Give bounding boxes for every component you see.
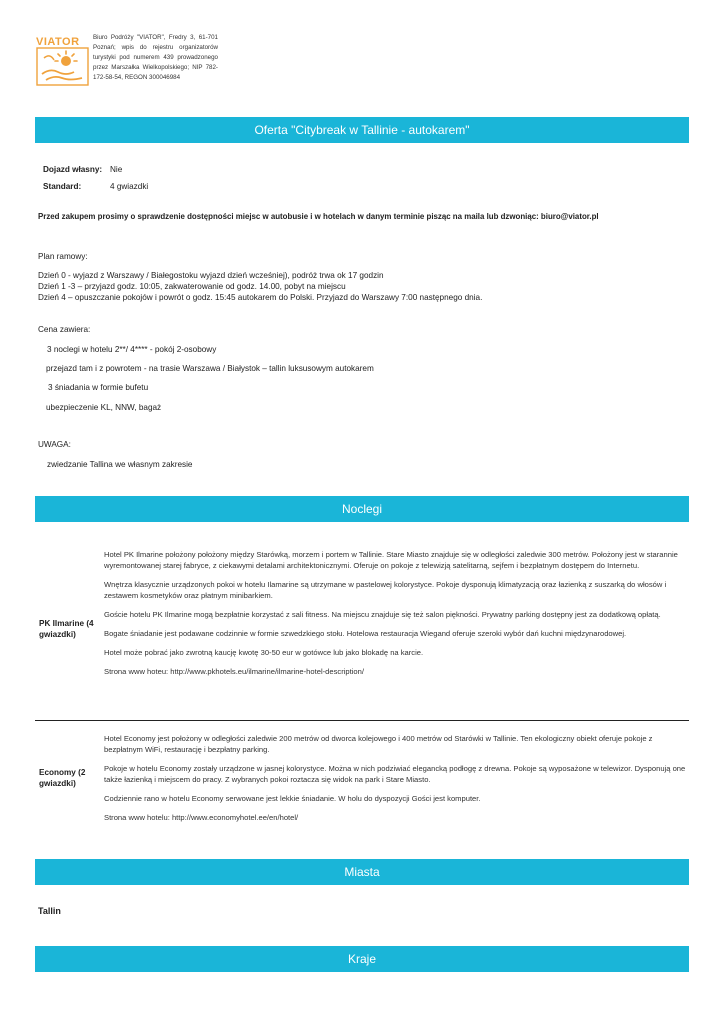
hotel-website[interactable]: Strona www hotelu: http://www.economyhotel.ee/en/hotel/ — [104, 813, 299, 822]
city-item: Tallin — [38, 906, 61, 916]
detail-label-transport: Dojazd własny: — [43, 165, 103, 174]
hotel-name: Economy (2 gwiazdki) — [39, 768, 86, 788]
detail-value-transport: Nie — [110, 165, 123, 174]
offer-title-band: Oferta "Citybreak w Tallinie - autokarem" — [35, 117, 689, 143]
plan-heading: Plan ramowy: — [38, 252, 88, 261]
price-item: 3 śniadania w formie bufetu — [48, 383, 149, 392]
hotel-paragraph: Codziennie rano w hotelu Economy serwowane jest lekkie śniadanie. W holu do dyspozycji Gości jest komputer. — [104, 794, 481, 803]
plan-line: Dzień 1 -3 – przyjazd godz. 10:05, zakwaterowanie od godz. 14.00, pobyt na miejscu — [38, 282, 346, 291]
hotel-website[interactable]: Strona www hoteu: http://www.pkhotels.eu/ilmarine/ilmarine-hotel-description/ — [104, 667, 364, 676]
warning-item: zwiedzanie Tallina we własnym zakresie — [47, 460, 193, 469]
price-heading: Cena zawiera: — [38, 325, 91, 334]
hotel-name: PK Ilmarine (4 gwiazdki) — [39, 619, 94, 639]
company-info: Biuro Podróży "VIATOR", Fredry 3, 61-701 Poznań; wpis do rejestru organizatorów turystyki pod numerem 439 prowadzonego przez Marszałka Wielkopolskiego; NIP 782-172-58-54, REGON 300046984 — [93, 34, 218, 82]
warning-heading: UWAGA: — [38, 440, 71, 449]
countries-band: Kraje — [35, 946, 689, 972]
viator-logo — [36, 34, 90, 86]
hotel-description — [104, 549, 688, 685]
availability-notice: Przed zakupem prosimy o sprawdzenie dostępności miejsc w autobusie i w hotelach w danym terminie pisząc na maila lub dzwoniąc: biuro@viator.pl — [38, 212, 599, 221]
price-item: przejazd tam i z powrotem - na trasie Warszawa / Białystok – tallin luksusowym autokarem — [46, 364, 374, 373]
svg-text:VIATOR: VIATOR — [36, 36, 80, 48]
hotel-separator — [35, 720, 689, 721]
hotel-paragraph: Hotel PK Ilmarine położony położony między Starówką, morzem i portem w Tallinie. Stare Miasto znajduje się w odległości zaledwie 300 metrów. Położony jest w starannie wyremontowanej starej fabryce, z ciekawymi detalami architektonicznymi. Oferuje on pokoje z telewizją satelitarną, sejfem i bezpłatnym dostępem do Internetu. — [104, 550, 678, 570]
viator-logo-icon — [36, 34, 90, 86]
hotel-paragraph: Hotel Economy jest położony w odległości zaledwie 200 metrów od dworca kolejowego i 400 metrów od Starówki w Tallinie. Ten ekologiczny obiekt oferuje pokoje z bezpłatnym WiFi, restaurację i bezpłatny parking. — [104, 734, 653, 754]
hotel-description — [104, 733, 688, 831]
price-item: 3 noclegi w hotelu 2**/ 4**** - pokój 2-osobowy — [47, 345, 217, 354]
price-item: ubezpieczenie KL, NNW, bagaż — [46, 403, 162, 412]
plan-line: Dzień 0 - wyjazd z Warszawy / Białegostoku wyjazd dzień wcześniej), podróż trwa ok 17 godzin — [38, 271, 384, 280]
accommodation-band: Noclegi — [35, 496, 689, 522]
hotel-paragraph: Pokoje w hotelu Economy zostały urządzone w jasnej kolorystyce. Można w nich podziwiać elegancką podłogę z drewna. Pokoje są wyposażone w telewizor. Dysponują one także łazienką i miejscem do pracy. Z wybranych pokoi roztacza się widok na park i Stare Miasto. — [104, 764, 686, 784]
hotel-paragraph: Hotel może pobrać jako zwrotną kaucję kwotę 30-50 eur w gotówce lub jako blokadę na karcie. — [104, 648, 424, 657]
detail-label-standard: Standard: — [43, 182, 82, 191]
hotel-paragraph: Goście hotelu PK Ilmarine mogą bezpłatnie korzystać z sali fitness. Na miejscu znajduje się też salon piękności. Prywatny parking dostępny jest za dodatkową opłatą. — [104, 610, 661, 619]
detail-value-standard: 4 gwiazdki — [110, 182, 149, 191]
cities-band: Miasta — [35, 859, 689, 885]
plan-line: Dzień 4 – opuszczanie pokojów i powrót o godz. 15:45 autokarem do Polski. Przyjazd do Warszawy 7:00 następnego dnia. — [38, 293, 483, 302]
hotel-paragraph: Bogate śniadanie jest podawane codzinnie w formie szwedzkiego stołu. Hotelowa restauracja Wiegand oferuje szeroki wybór dań kuchni międzynarodowej. — [104, 629, 627, 638]
hotel-paragraph: Wnętrza klasycznie urządzonych pokoi w hotelu Ilamarine są utrzymane w pastelowej kolorystyce. Pokoje dysponują klimatyzacją oraz łazienką z suszarką do włosów i zestawem kosmetyków oraz płatnym minibarkiem. — [104, 580, 667, 600]
